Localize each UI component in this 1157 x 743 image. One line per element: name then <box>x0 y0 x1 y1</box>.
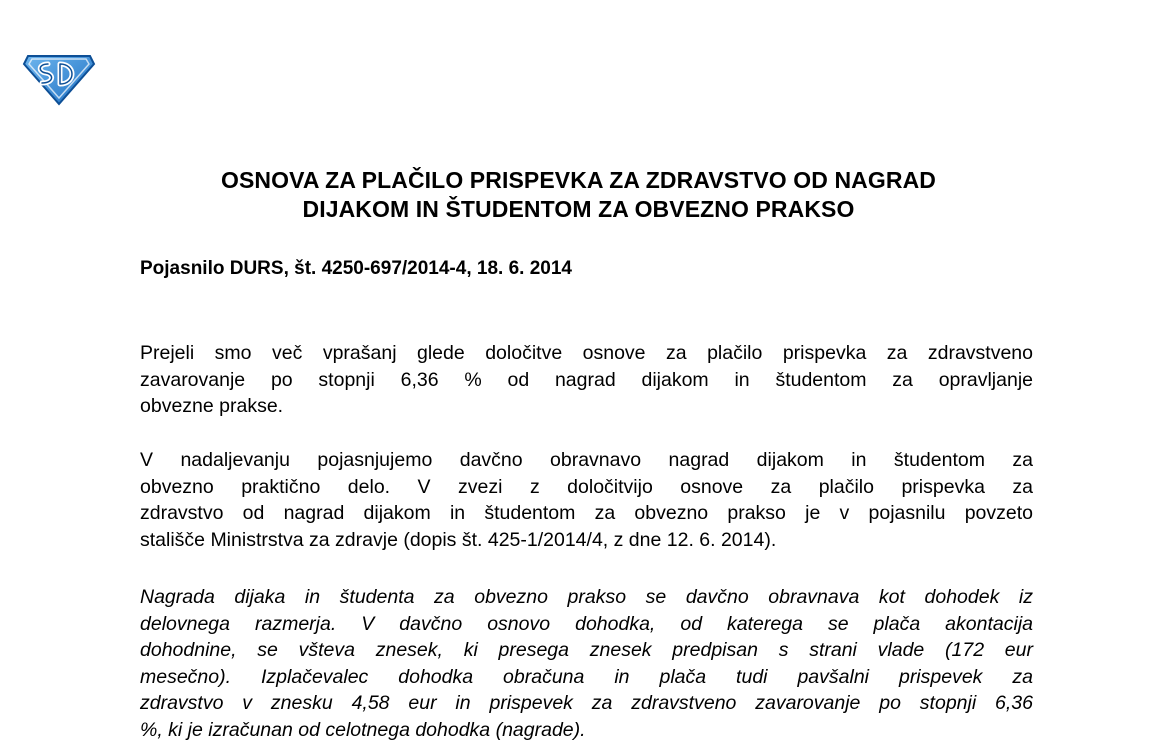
paragraph-line: zavarovanje po stopnji 6,36 % od nagrad dijakom in študentom za opravljanje <box>140 368 1033 391</box>
paragraph-line: %, ki je izračunan od celotnega dohodka (nagrade). <box>140 718 586 741</box>
paragraph-line: V nadaljevanju pojasnjujemo davčno obravnavo nagrad dijakom in študentom za <box>140 449 1033 471</box>
sd-logo-icon <box>22 50 96 106</box>
title-line-2: DIJAKOM IN ŠTUDENTOM ZA OBVEZNO PRAKSO <box>302 196 855 222</box>
paragraph-2 <box>140 447 1033 553</box>
paragraph-line: mesečno). Izplačevalec dohodka obračuna in plača tudi pavšalni prispevek za <box>140 665 1033 688</box>
title-line-1: OSNOVA ZA PLAČILO PRISPEVKA ZA ZDRAVSTVO OD NAGRAD <box>220 167 937 193</box>
paragraph-line: zdravstvo od nagrad dijakom in študentom za obvezno prakso je v pojasnilu povzeto <box>140 502 1033 524</box>
paragraph-line: zdravstvo v znesku 4,58 eur in prispevek za zdravstveno zavarovanje po stopnji 6,36 <box>140 692 1033 714</box>
paragraph-1 <box>140 340 1033 420</box>
paragraph-line: stališče Ministrstva za zdravje (dopis št. 425-1/2014/4, z dne 12. 6. 2014). <box>140 528 777 551</box>
paragraph-line: delovnega razmerja. V davčno osnovo dohodka, od katerega se plača akontacija <box>140 612 1033 635</box>
paragraph-line: Prejeli smo več vprašanj glede določitve osnove za plačilo prispevka za zdravstveno <box>140 342 1033 364</box>
paragraph-line: Nagrada dijaka in študenta za obvezno prakso se davčno obravnava kot dohodek iz <box>140 586 1033 608</box>
paragraph-3 <box>140 584 1033 743</box>
paragraph-line: obvezno praktično delo. V zvezi z določitvijo osnove za plačilo prispevka za <box>140 475 1033 498</box>
document-title <box>0 166 1157 224</box>
document-subtitle: Pojasnilo DURS, št. 4250-697/2014-4, 18. 6. 2014 <box>140 258 572 279</box>
paragraph-line: dohodnine, se všteva znesek, ki presega znesek predpisan s strani vlade (172 eur <box>140 639 1033 661</box>
paragraph-line: obvezne prakse. <box>140 395 284 417</box>
